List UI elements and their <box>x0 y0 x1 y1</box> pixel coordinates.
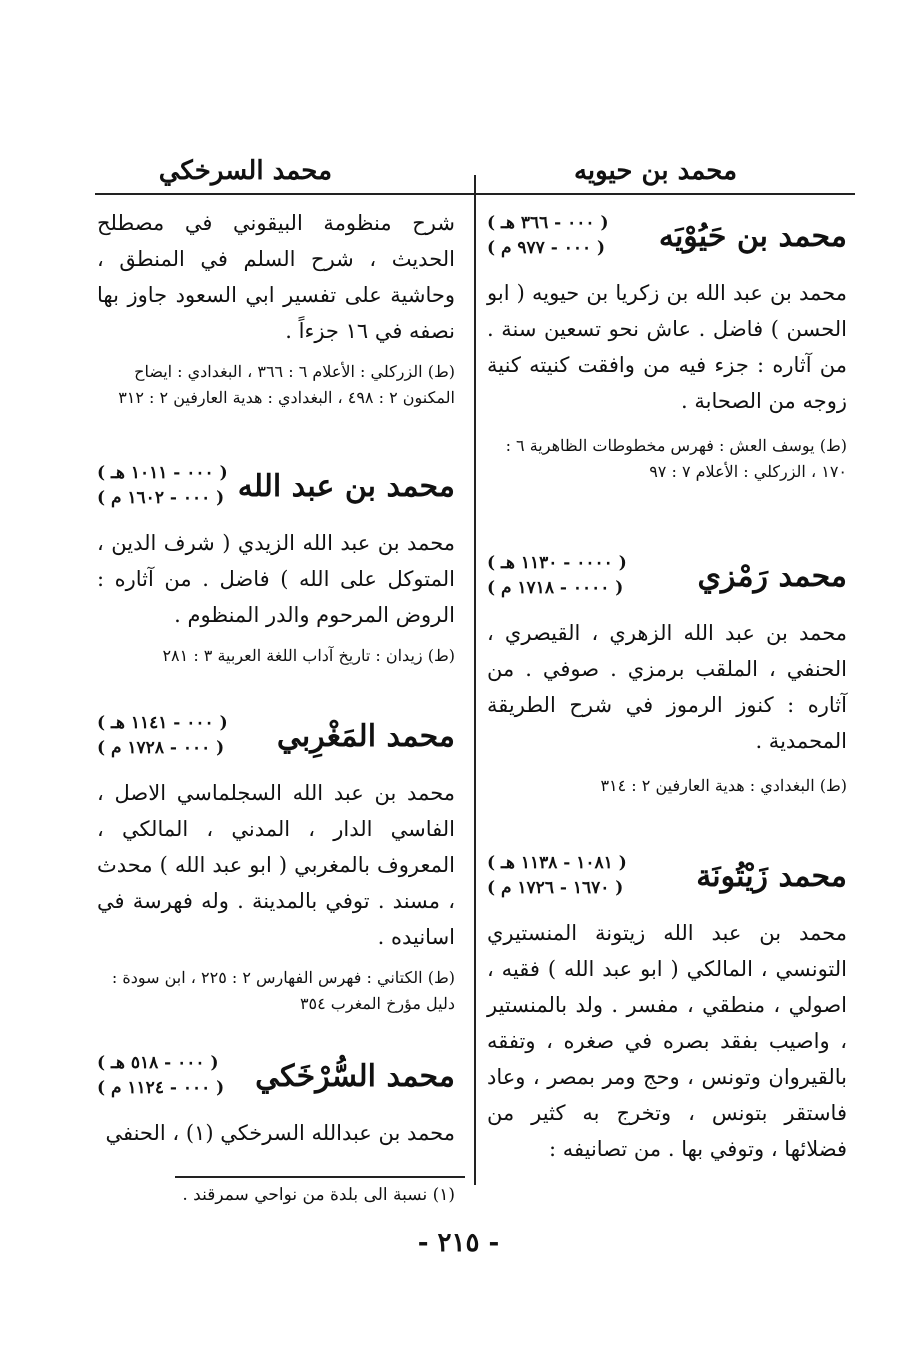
entry-dates <box>97 711 228 761</box>
gregorian-dates: ( ٠٠٠ - ١٧٢٨ م ) <box>97 738 225 758</box>
entry-body: محمد بن عبد الله الزيدي ( شرف الدين ، المتوكل على الله ) فاضل . من آثاره : الروض المرحوم والدر المنظوم . <box>97 531 455 627</box>
entry-name: محمد المَغْرِبي <box>276 718 455 754</box>
entry-sources: (ط) الكتاني : فهرس الفهارس ٢ : ٢٢٥ ، ابن سودة : دليل مؤرخ المغرب ٣٥٤ <box>111 968 455 1013</box>
entry-heading <box>97 1045 455 1107</box>
entry-dates <box>487 851 627 901</box>
page-number: - ٢١٥ - <box>417 1228 500 1258</box>
hijri-dates: ( ٠٠٠ - ٣٦٦ هـ ) <box>487 213 609 233</box>
entry-sources: (ط) زيدان : تاريخ آداب اللغة العربية ٣ : ٢٨١ <box>162 646 455 665</box>
entry-body: محمد بن عبد الله الزهري ، القيصري ، الحنفي ، الملقب برمزي . صوفي . من آثاره : كنوز الرموز في شرح الطريقة المحمدية . <box>487 621 847 753</box>
hijri-dates: ( ١٠٨١ - ١١٣٨ هـ ) <box>487 853 627 873</box>
entry-heading <box>97 455 455 517</box>
entry-heading <box>487 205 847 267</box>
entry-zaytuna <box>487 845 847 1167</box>
entry-body: محمد بن عبد الله السجلماسي الاصل ، الفاسي الدار ، المدني ، المالكي ، المعروف بالمغربي ( ابو عبد الله ) محدث ، مسند . توفي بالمدينة . وله فهرسة في اسانيده . <box>97 781 455 949</box>
entry-body: محمد بن عبد الله زيتونة المنستيري التونسي ، المالكي ( ابو عبد الله ) فقيه ، اصولي ، منطقي ، مفسر . ولد بالمنستير ، واصيب بفقد بصره في صغره ، وتفقه بالقيروان وتونس ، وحج ومر بمصر ، وعاد فاستقر بتونس ، وتخرج به كثير من فضلائها ، وتوفي بها . من تصانيفه : <box>487 921 847 1161</box>
gregorian-dates: ( ١٦٧٠ - ١٧٢٦ م ) <box>487 878 624 898</box>
gregorian-dates: ( ٠٠٠٠ - ١٧١٨ م ) <box>487 578 624 598</box>
entry-body: شرح منظومة البيقوني في مصطلح الحديث ، شرح السلم في المنطق ، وحاشية على تفسير ابي السعود جاوز بها نصفه في ١٦ جزءاً . <box>97 211 455 343</box>
entry-name: محمد بن حَيُوْيَه <box>658 218 847 254</box>
entry-sarakhaki <box>97 1045 455 1151</box>
running-header-right: محمد بن حيويه <box>573 156 737 186</box>
entry-ramzi <box>487 545 847 799</box>
entry-dates <box>97 461 228 511</box>
entry-maghribi <box>97 705 455 1017</box>
hijri-dates: ( ٠٠٠ - ١٠١١ هـ ) <box>97 463 228 483</box>
entry-sources: (ط) يوسف العش : فهرس مخطوطات الظاهرية ٦ : ١٧٠ ، الزركلي : الأعلام ٧ : ٩٧ <box>505 436 847 481</box>
entry-heading <box>97 705 455 767</box>
footnote-rule <box>175 1176 465 1178</box>
entry-dates <box>487 211 609 261</box>
entry-continued <box>97 205 455 411</box>
entry-heading <box>487 545 847 607</box>
gregorian-dates: ( ٠٠٠ - ١١٢٤ م ) <box>97 1078 225 1098</box>
entry-heading <box>487 845 847 907</box>
column-divider <box>474 175 476 1185</box>
entry-sources: (ط) البغدادي : هدية العارفين ٢ : ٣١٤ <box>600 776 847 795</box>
left-column <box>97 205 455 1175</box>
running-header-left: محمد السرخكي <box>158 156 332 186</box>
hijri-dates: ( ٠٠٠ - ٥١٨ هـ ) <box>97 1053 219 1073</box>
entry-body: محمد بن عبدالله السرخكي (١) ، الحنفي <box>105 1121 455 1145</box>
entry-dates <box>487 551 627 601</box>
entry-body: محمد بن عبد الله بن زكريا بن حيويه ( ابو الحسن ) فاضل . عاش نحو تسعين سنة . من آثاره : جزء فيه من وافقت كنيته كنية زوجه من الصحابة . <box>487 281 847 413</box>
hijri-dates: ( ٠٠٠٠ - ١١٣٠ هـ ) <box>487 553 627 573</box>
entry-name: محمد رَمْزي <box>697 558 847 594</box>
footnote: (١) نسبة الى بلدة من نواحي سمرقند . <box>182 1185 455 1205</box>
right-column <box>487 205 847 1205</box>
entry-dates <box>97 1051 224 1101</box>
entry-name: محمد بن عبد الله <box>237 468 455 504</box>
entry-sources: (ط) الزركلي : الأعلام ٦ : ٣٦٦ ، البغدادي : ايضاح المكنون ٢ : ٤٩٨ ، البغدادي : هدية العارفين ٢ : ٣١٢ <box>118 362 455 407</box>
gregorian-dates: ( ٠٠٠ - ١٦٠٢ م ) <box>97 488 225 508</box>
hijri-dates: ( ٠٠٠ - ١١٤١ هـ ) <box>97 713 228 733</box>
entry-name: محمد زَيْتُونَة <box>696 858 847 894</box>
entry-ibn-abdallah <box>97 455 455 669</box>
gregorian-dates: ( ٠٠٠ - ٩٧٧ م ) <box>487 238 606 258</box>
entry-name: محمد السُّرْخَكي <box>255 1058 455 1094</box>
entry-ibn-hayawayh <box>487 205 847 485</box>
